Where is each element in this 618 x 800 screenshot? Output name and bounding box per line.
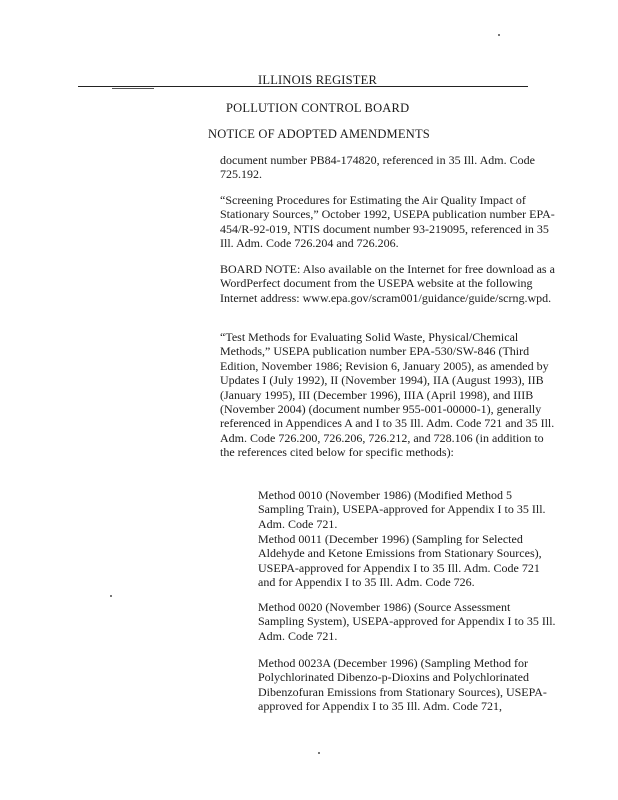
scan-speck	[318, 752, 320, 754]
method-0023a: Method 0023A (December 1996) (Sampling Method for Polychlorinated Dibenzo-p-Dioxins and Polychlorinated Dibenzofuran Emissions from Stationary Sources), USEPA-approved for Appendix I to 35 Ill. Adm. Code 721,	[258, 656, 547, 714]
paragraph-continuation: document number PB84-174820, referenced in 35 Ill. Adm. Code 725.192.	[220, 153, 535, 182]
method-0010: Method 0010 (November 1986) (Modified Method 5 Sampling Train), USEPA-approved for Appendix I to 35 Ill. Adm. Code 721.	[258, 488, 546, 531]
header-rule-mark	[112, 88, 154, 89]
scan-speck	[498, 34, 500, 36]
board-name: POLLUTION CONTROL BOARD	[226, 101, 410, 115]
notice-heading: NOTICE OF ADOPTED AMENDMENTS	[208, 127, 430, 141]
method-0020: Method 0020 (November 1986) (Source Assessment Sampling System), USEPA-approved for Appendix I to 35 Ill. Adm. Code 721.	[258, 600, 556, 643]
paragraph-test-methods: “Test Methods for Evaluating Solid Waste, Physical/Chemical Methods,” USEPA publication number EPA-530/SW-846 (Third Edition, November 1986; Revision 6, January 2005), as amended by Updates I (July 1992), II (November 1994), IIA (August 1993), IIB (January 1995), III (December 1996), IIIA (April 1998), and IIIB (November 2004) (document number 955-001-00000-1), generally referenced in Appendices A and I to 35 Ill. Adm. Code 721 and 35 Ill. Adm. Code 726.200, 726.206, 726.212, and 728.106 (in addition to the references cited below for specific methods):	[220, 330, 555, 460]
paragraph-screening-procedures: “Screening Procedures for Estimating the Air Quality Impact of Stationary Sources,” October 1992, USEPA publication number EPA-454/R-92-019, NTIS document number 93-219095, referenced in 35 Ill. Adm. Code 726.204 and 726.206.	[220, 193, 555, 251]
scan-speck	[110, 595, 112, 597]
register-title: ILLINOIS REGISTER	[258, 73, 378, 87]
paragraph-board-note: BOARD NOTE: Also available on the Internet for free download as a WordPerfect document from the USEPA website at the following Internet address: www.epa.gov/scram001/guidance/guide/scrng.wpd.	[220, 262, 555, 305]
method-0011: Method 0011 (December 1996) (Sampling for Selected Aldehyde and Ketone Emissions from Stationary Sources), USEPA-approved for Appendix I to 35 Ill. Adm. Code 721 and for Appendix I to 35 Ill. Adm. Code 726.	[258, 532, 542, 590]
